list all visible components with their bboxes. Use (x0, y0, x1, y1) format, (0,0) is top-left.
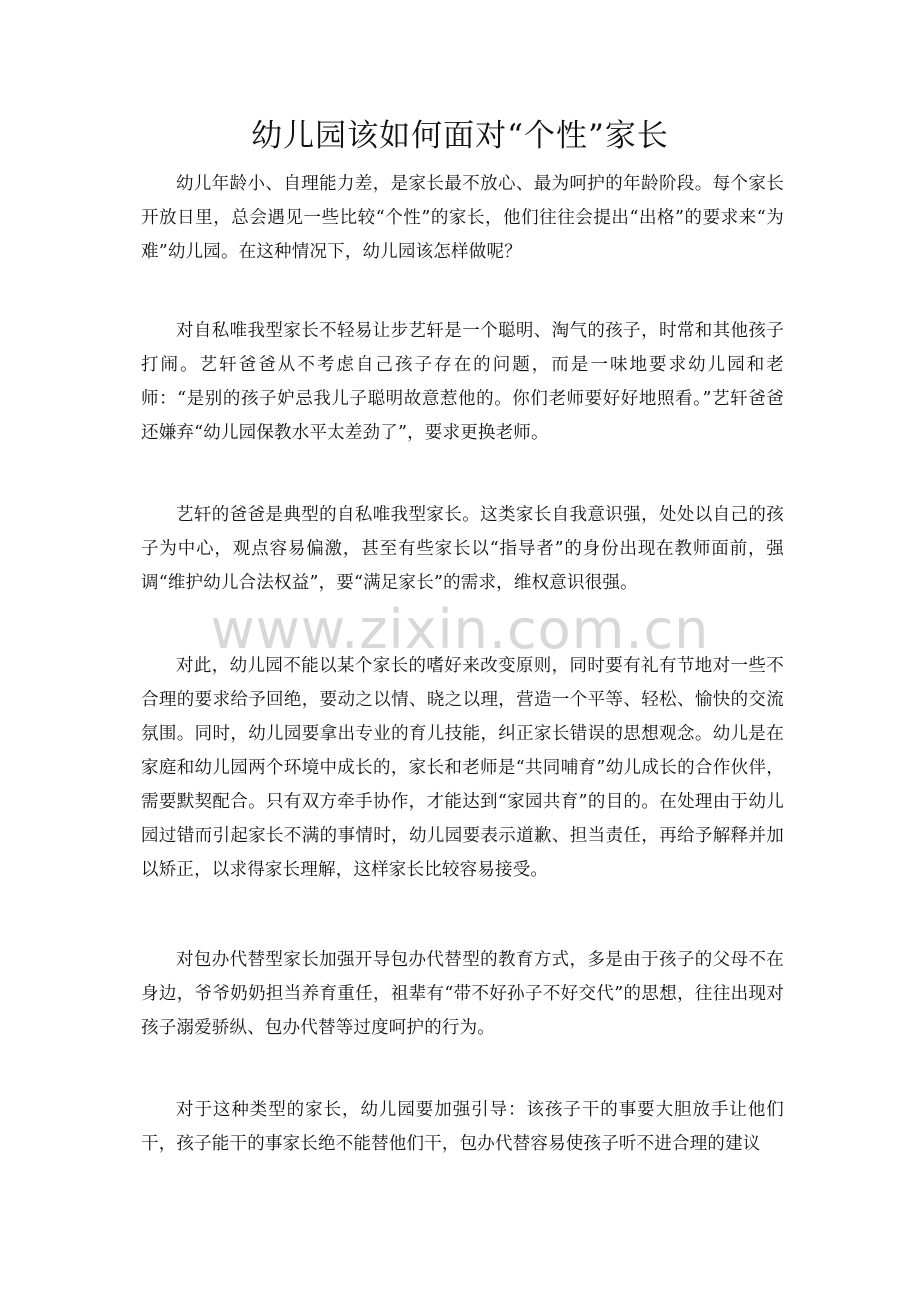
document-title: 幼儿园该如何面对“个性”家长 (251, 118, 669, 154)
paragraph-guidance: 对于这种类型的家长，幼儿园要加强引导：该孩子干的事要大胆放手让他们干，孩子能干的事家长绝不能替他们干，包办代替容易使孩子听不进合理的建议 (141, 1100, 784, 1154)
paragraph-intro: 幼儿年龄小、自理能力差，是家长最不放心、最为呵护的年龄阶段。每个家长开放日里，总会遇见一些比较“个性”的家长，他们往往会提出“出格”的要求来“为难”幼儿园。在这种情况下，幼儿园该怎样做呢？ (141, 174, 784, 262)
watermark: www.zixin.com.cn (210, 598, 710, 661)
paragraph-kindergarten-response: 对此，幼儿园不能以某个家长的嗜好来改变原则，同时要有礼有节地对一些不合理的要求给予回绝，要动之以情、晓之以理，营造一个平等、轻松、愉快的交流氛围。同时，幼儿园要拿出专业的育儿技能，纠正家长错误的思想观念。幼儿是在家庭和幼儿园两个环境中成长的，家长和老师是“共同哺育”幼儿成长的合作伙伴，需要默契配合。只有双方牵手协作，才能达到“家园共育”的目的。在处理由于幼儿园过错而引起家长不满的事情时，幼儿园要表示道歉、担当责任，再给予解释并加以矫正，以求得家长理解，这样家长比较容易接受。 (141, 656, 784, 880)
paragraph-overprotective-parent: 对包办代替型家长加强开导包办代替型的教育方式，多是由于孩子的父母不在身边，爷爷奶奶担当养育重任，祖辈有“带不好孙子不好交代”的思想，往往出现对孩子溺爱骄纵、包办代替等过度呵护的行为。 (141, 950, 784, 1038)
paragraph-selfish-parent-case: 对自私唯我型家长不轻易让步艺轩是一个聪明、淘气的孩子，时常和其他孩子打闹。艺轩爸爸从不考虑自己孩子存在的问题，而是一味地要求幼儿园和老师：“是别的孩子妒忌我儿子聪明故意惹他的。你们老师要好好地照看。”艺轩爸爸还嫌弃“幼儿园保教水平太差劲了”，要求更换老师。 (141, 321, 784, 443)
paragraph-selfish-parent-analysis: 艺轩的爸爸是典型的自私唯我型家长。这类家长自我意识强，处处以自己的孩子为中心，观点容易偏激，甚至有些家长以“指导者”的身份出现在教师面前，强调“维护幼儿合法权益”，要“满足家长”的需求，维权意识很强。 (141, 505, 784, 593)
